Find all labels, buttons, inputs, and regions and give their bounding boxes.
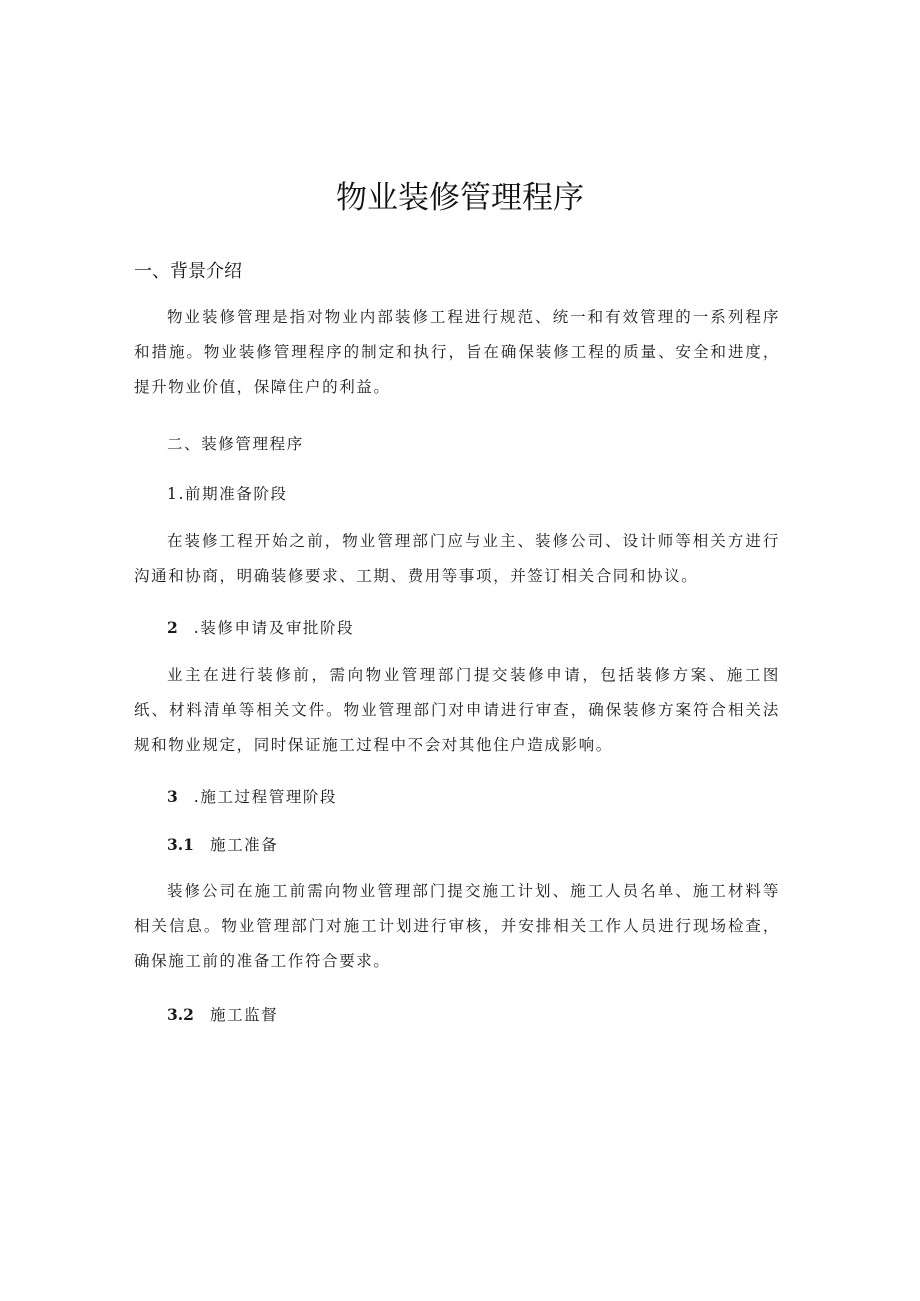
step1-paragraph: 在装修工程开始之前，物业管理部门应与业主、装修公司、设计师等相关方进行沟通和协商，明确装修要求、工期、费用等事项，并签订相关合同和协议。 bbox=[134, 532, 780, 585]
step1-heading: 1.前期准备阶段 bbox=[167, 485, 288, 503]
step31-label: 施工准备 bbox=[209, 836, 279, 854]
section-heading-background: 一、背景介绍 bbox=[134, 261, 242, 282]
step31-number: 3.1 bbox=[167, 835, 194, 854]
step2-heading bbox=[167, 616, 354, 638]
step3-heading bbox=[167, 785, 337, 807]
step32-number: 3.2 bbox=[167, 1005, 194, 1024]
step2-paragraph: 业主在进行装修前，需向物业管理部门提交装修申请，包括装修方案、施工图纸、材料清单等相关文件。物业管理部门对申请进行审查，确保装修方案符合相关法规和物业规定，同时保证施工过程中不会对其他住户造成影响。 bbox=[134, 666, 780, 754]
step32-heading bbox=[167, 1003, 278, 1025]
step3-number: 3 bbox=[167, 787, 178, 806]
step2-label: .装修申请及审批阶段 bbox=[193, 619, 355, 637]
section-heading-procedure: 二、装修管理程序 bbox=[167, 435, 304, 453]
step32-label: 施工监督 bbox=[209, 1006, 279, 1024]
step2-number: 2 bbox=[167, 618, 178, 637]
step31-paragraph: 装修公司在施工前需向物业管理部门提交施工计划、施工人员名单、施工材料等相关信息。物业管理部门对施工计划进行审核，并安排相关工作人员进行现场检查，确保施工前的准备工作符合要求。 bbox=[134, 882, 780, 970]
step3-label: .施工过程管理阶段 bbox=[193, 788, 338, 806]
background-paragraph: 物业装修管理是指对物业内部装修工程进行规范、统一和有效管理的一系列程序和措施。物业装修管理程序的制定和执行，旨在确保装修工程的质量、安全和进度，提升物业价值，保障住户的利益。 bbox=[134, 308, 780, 396]
document-title: 物业装修管理程序 bbox=[336, 180, 584, 216]
step31-heading bbox=[167, 833, 278, 855]
